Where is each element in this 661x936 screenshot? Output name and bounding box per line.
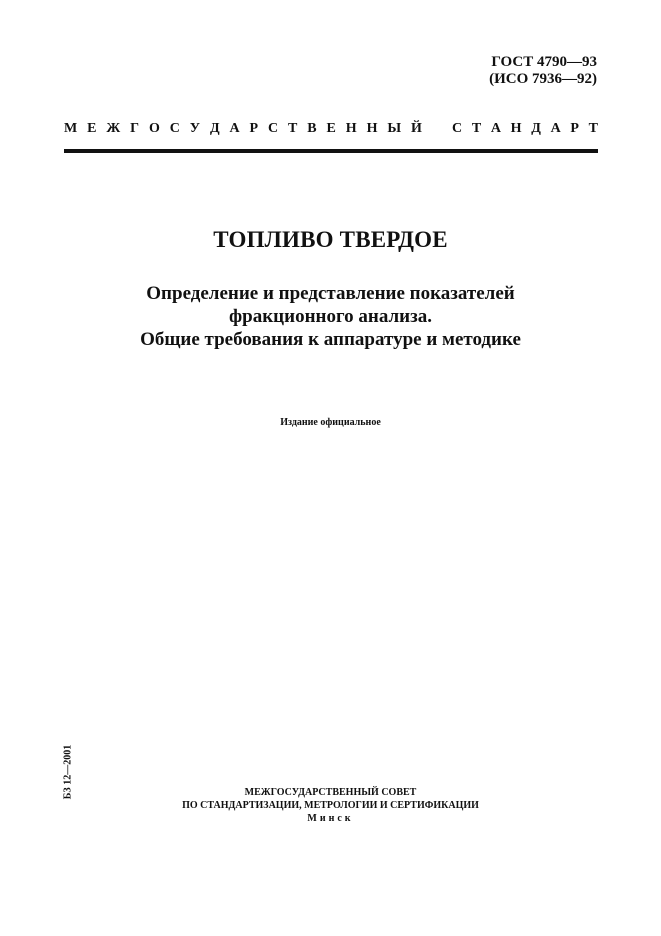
- standard-type-word-1: [64, 121, 422, 137]
- document-subtitle: [0, 282, 661, 351]
- letter: Ж: [106, 121, 121, 136]
- letter: Р: [249, 121, 259, 136]
- subtitle-line: фракционного анализа.: [229, 306, 432, 327]
- letter: С: [452, 121, 463, 136]
- letter: Р: [570, 121, 579, 136]
- header-divider: [64, 149, 598, 153]
- letter: Т: [588, 121, 598, 136]
- letter: Д: [209, 121, 220, 136]
- letter: Н: [510, 121, 522, 136]
- letter: У: [189, 121, 201, 136]
- publisher-line-2: ПО СТАНДАРТИЗАЦИИ, МЕТРОЛОГИИ И СЕРТИФИКАЦИИ: [182, 800, 479, 811]
- letter: С: [169, 121, 180, 136]
- letter: Д: [531, 121, 541, 136]
- letter: М: [64, 121, 78, 136]
- publisher-block: [0, 786, 661, 825]
- iso-number: (ИСО 7936—92): [489, 71, 597, 87]
- letter: Е: [87, 121, 97, 136]
- letter: Т: [288, 121, 298, 136]
- document-title: ТОПЛИВО ТВЕРДОЕ: [213, 227, 448, 252]
- letter: А: [490, 121, 501, 136]
- letter: Ы: [387, 121, 402, 136]
- letter: С: [268, 121, 279, 136]
- letter: А: [229, 121, 240, 136]
- publisher-line-1: МЕЖГОСУДАРСТВЕННЫЙ СОВЕТ: [244, 787, 417, 798]
- standard-type-word-2: [452, 121, 598, 137]
- letter: Й: [411, 121, 422, 136]
- side-code-text: БЗ 12—2001: [62, 744, 74, 800]
- letter: Н: [366, 121, 378, 136]
- letter: А: [550, 121, 561, 136]
- standard-type-header: [64, 121, 598, 137]
- letter: Г: [130, 121, 140, 136]
- subtitle-line: Определение и представление показателей: [146, 283, 515, 304]
- letter: Е: [326, 121, 336, 136]
- gost-number: ГОСТ 4790—93: [491, 54, 597, 70]
- standard-designation: [489, 54, 597, 88]
- letter: Н: [345, 121, 357, 136]
- subtitle-line: Общие требования к аппаратуре и методике: [140, 329, 521, 350]
- edition-note: Издание официальное: [280, 417, 381, 428]
- publisher-city: Минск: [307, 813, 354, 824]
- letter: В: [307, 121, 317, 136]
- letter: Т: [471, 121, 482, 136]
- letter: О: [148, 121, 160, 136]
